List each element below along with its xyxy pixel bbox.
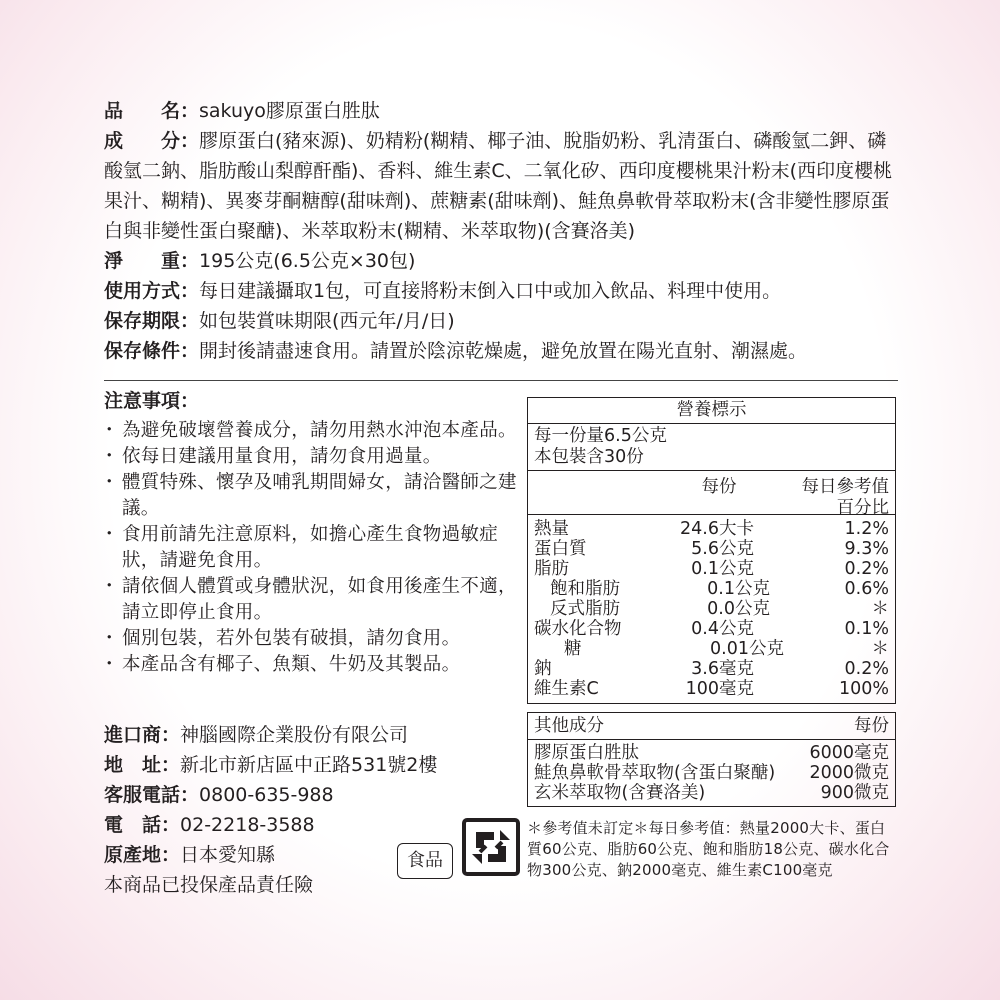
other-ingredient-value: 900微克 (820, 783, 889, 803)
other-ingredient-name: 玄米萃取物(含賽洛美) (534, 783, 706, 803)
serving-info (528, 424, 895, 471)
precaution-item: ・ 體質特殊、懷孕及哺乳期間婦女，請洽醫師之建議。 (104, 470, 526, 522)
section-divider (104, 380, 898, 381)
nutrition-row (534, 619, 889, 639)
nutrition-row (534, 519, 889, 539)
address-line (104, 750, 464, 780)
address-value: 新北市新店區中正路531號2樓 (180, 754, 438, 776)
ingredients-label: 成 分： (104, 130, 200, 152)
nutrition-row (534, 659, 889, 679)
insurance-line: 本商品已投保產品責任險 (104, 874, 314, 896)
service-phone-value: 0800-635-988 (199, 784, 334, 806)
shelf-life-label: 保存期限： (104, 310, 200, 332)
importer-value: 神腦國際企業股份有限公司 (180, 724, 409, 746)
nutrient-name: 維生素C (534, 679, 599, 699)
storage-value: 開封後請盡速食用。請置於陰涼乾燥處，避免放置在陽光直射、潮濕處。 (199, 340, 808, 362)
nutrient-per-serving: 0.1公克 (691, 559, 754, 579)
nutrition-row (534, 539, 889, 559)
nutrient-name: 飽和脂肪 (550, 579, 620, 599)
nutrient-per-serving: 24.6大卡 (680, 519, 754, 539)
nutrient-name: 脂肪 (534, 559, 569, 579)
nutrition-row (534, 559, 889, 579)
nutrient-daily-pct: 0.2% (844, 559, 889, 579)
nutrient-per-serving: 0.01公克 (710, 639, 784, 659)
product-name-value: sakuyo膠原蛋白胜肽 (199, 100, 380, 122)
ingredients-line (104, 126, 904, 246)
other-ingredient-value: 6000毫克 (809, 743, 889, 763)
address-label: 地 址： (104, 754, 181, 776)
usage-line (104, 276, 904, 306)
phone-line (104, 810, 464, 840)
other-ingredient-name: 膠原蛋白胜肽 (534, 743, 639, 763)
precaution-item: ・ 本產品含有椰子、魚類、牛奶及其製品。 (104, 652, 526, 678)
product-info (104, 96, 904, 366)
service-phone-label: 客服電話： (104, 784, 200, 806)
other-ingredient-name: 鮭魚鼻軟骨萃取物(含蛋白聚醣) (534, 763, 776, 783)
ingredients-value: 膠原蛋白(豬來源)、奶精粉(糊精、椰子油、脫脂奶粉、乳清蛋白、磷酸氫二鉀、磷酸氫二鈉、脂肪酸山梨醇酐酯)、香料、維生素C、二氧化矽、西印度櫻桃果汁粉末(西印度櫻桃果汁、糊精)、異麥芽酮糖醇(甜味劑)、蔗糖素(甜味劑)、鮭魚鼻軟骨萃取粉末(含非變性膠原蛋白與非變性蛋白聚醣)、米萃取粉末(糊精、米萃取物)(含賽洛美) (104, 130, 893, 242)
per-serving-header: 每份 (701, 477, 737, 497)
nutrient-daily-pct: ＊ (871, 639, 889, 659)
serving-size: 每一份量6.5公克 (534, 426, 667, 446)
origin-value: 日本愛知縣 (180, 844, 276, 866)
nutrient-per-serving: 5.6公克 (691, 539, 754, 559)
nutrition-title: 營養標示 (528, 398, 895, 424)
precaution-item: ・ 請依個人體質或身體狀況，如食用後產生不適，請立即停止食用。 (104, 574, 526, 626)
shelf-life-line (104, 306, 904, 336)
precautions-title: 注意事項： (104, 390, 200, 412)
other-ingredients-header (528, 713, 895, 740)
nutrient-name: 碳水化合物 (534, 619, 622, 639)
importer-label: 進口商： (104, 724, 181, 746)
nutrition-row (534, 679, 889, 699)
nutrient-per-serving: 0.1公克 (707, 579, 770, 599)
nutrient-daily-pct: ＊ (871, 599, 889, 619)
phone-label: 電 話： (104, 814, 181, 836)
usage-label: 使用方式： (104, 280, 200, 302)
storage-label: 保存條件： (104, 340, 200, 362)
other-ingredient-value: 2000微克 (809, 763, 889, 783)
nutrient-daily-pct: 0.6% (844, 579, 889, 599)
other-ingredients-table (527, 712, 896, 807)
phone-value: 02-2218-3588 (180, 814, 315, 836)
precaution-item: ・ 為避免破壞營養成分，請勿用熱水沖泡本產品。 (104, 418, 526, 444)
shelf-life-value: 如包裝賞味期限(西元年/月/日) (199, 310, 455, 332)
nutrient-daily-pct: 0.1% (844, 619, 889, 639)
nutrient-daily-pct: 1.2% (844, 519, 889, 539)
product-name-line (104, 96, 904, 126)
food-badge: 食品 (397, 843, 453, 879)
precaution-item: ・ 依每日建議用量食用，請勿食用過量。 (104, 444, 526, 470)
storage-line (104, 336, 904, 366)
nutrition-rows (528, 515, 895, 703)
other-ingredients-rows (528, 740, 895, 806)
recycle-icon (462, 818, 520, 876)
other-ingredient-row (534, 763, 889, 783)
usage-value: 每日建議攝取1包，可直接將粉末倒入口中或加入飲品、料理中使用。 (199, 280, 782, 302)
nutrient-per-serving: 3.6毫克 (691, 659, 754, 679)
importer-line (104, 720, 464, 750)
net-weight-value: 195公克(6.5公克×30包) (199, 250, 416, 272)
nutrient-name: 熱量 (534, 519, 569, 539)
daily-value-header-line1: 每日參考值 (801, 477, 889, 497)
nutrient-daily-pct: 9.3% (844, 539, 889, 559)
daily-value-header (769, 477, 889, 518)
precaution-item: ・ 食用前請先注意原料，如擔心產生食物過敏症狀，請避免食用。 (104, 522, 526, 574)
nutrient-name: 鈉 (534, 659, 552, 679)
other-ingredient-row (534, 783, 889, 803)
precautions (104, 388, 526, 678)
origin-label: 原產地： (104, 844, 181, 866)
nutrient-daily-pct: 0.2% (844, 659, 889, 679)
nutrient-name: 糖 (564, 639, 582, 659)
nutrient-name: 反式脂肪 (550, 599, 620, 619)
servings-per-package: 本包裝含30份 (534, 447, 644, 467)
product-name-label: 品 名： (104, 100, 200, 122)
daily-value-header-line2: 百分比 (836, 498, 889, 518)
net-weight-label: 淨 重： (104, 250, 200, 272)
other-per-serving-header: 每份 (854, 716, 889, 736)
net-weight-line (104, 246, 904, 276)
nutrient-daily-pct: 100% (838, 679, 889, 699)
precaution-item: ・ 個別包裝，若外包裝有破損，請勿食用。 (104, 626, 526, 652)
nutrient-per-serving: 100毫克 (685, 679, 754, 699)
footnote: ＊參考值未訂定＊每日參考值：熱量2000大卡、蛋白質60公克、脂肪60公克、飽和脂肪18公克、碳水化合物300公克、鈉2000毫克、維生素C100毫克 (527, 819, 890, 879)
service-phone-line (104, 780, 464, 810)
other-ingredient-row (534, 743, 889, 763)
nutrition-row (534, 639, 889, 659)
precautions-list (104, 418, 526, 678)
nutrient-per-serving: 0.4公克 (691, 619, 754, 639)
nutrient-name: 蛋白質 (534, 539, 587, 559)
nutrition-row (534, 599, 889, 619)
nutrient-per-serving: 0.0公克 (707, 599, 770, 619)
nutrition-facts-table (527, 397, 896, 704)
nutrition-column-headers (528, 471, 895, 518)
nutrition-row (534, 579, 889, 599)
other-ingredients-title: 其他成分 (534, 716, 604, 736)
